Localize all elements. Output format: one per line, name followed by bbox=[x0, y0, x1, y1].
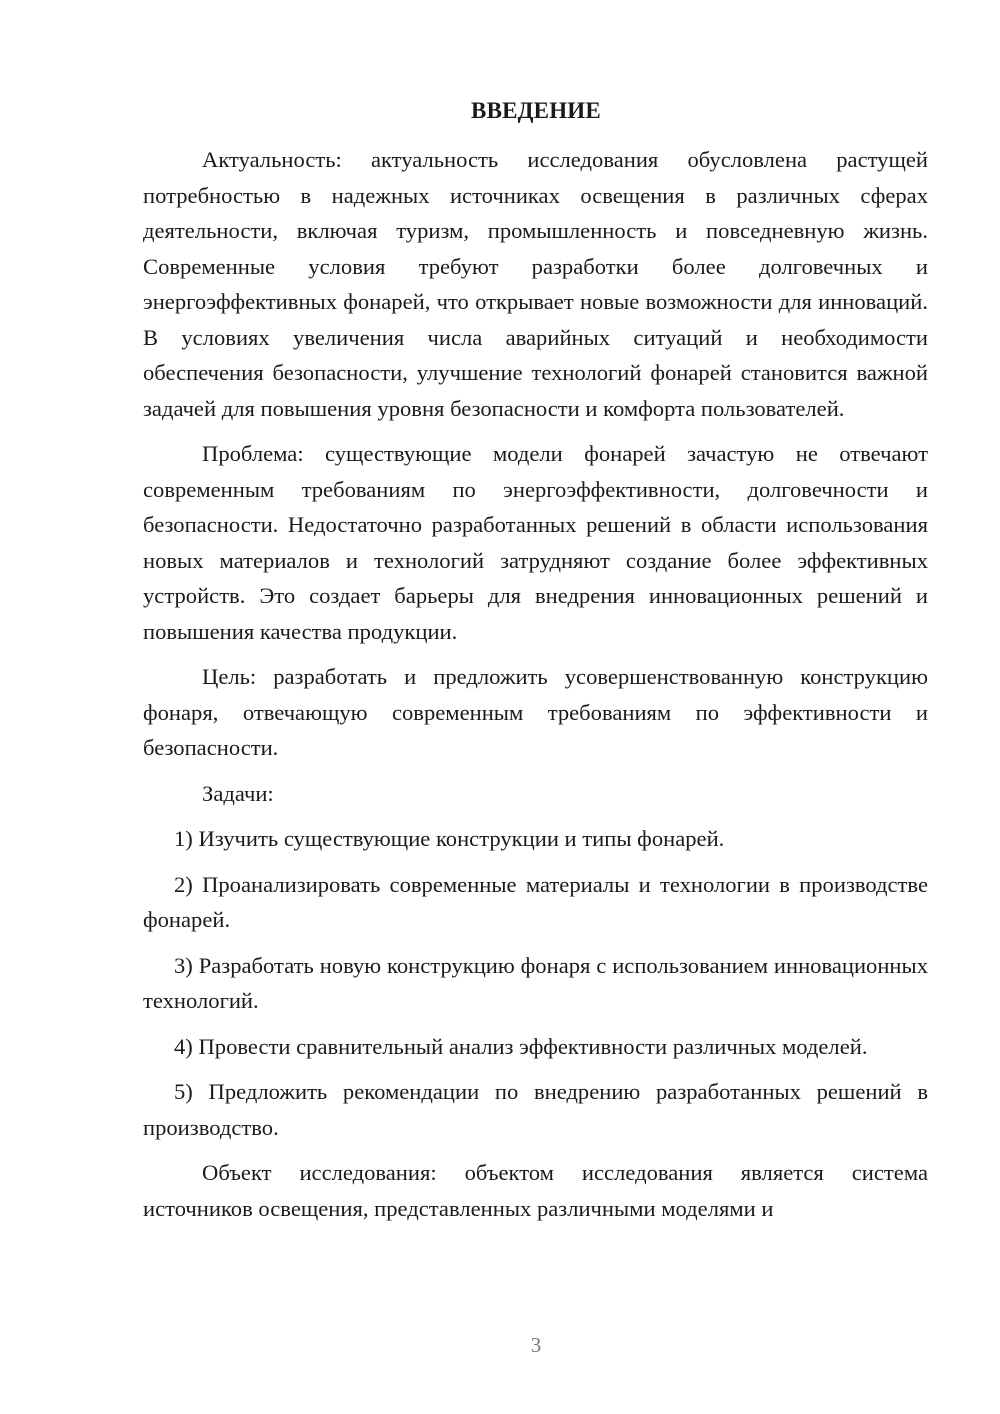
document-body bbox=[143, 142, 928, 1236]
paragraph-tasks-heading: Задачи: bbox=[202, 780, 274, 806]
section-heading: ВВЕДЕНИЕ bbox=[471, 98, 601, 123]
paragraph-problem: Проблема: существующие модели фонарей зачастую не отвечают современным требованиям по энергоэффективности, долговечности и безопасности. Недостаточно разработанных решений в области использования новых материалов и технологий затрудняют создание более эффективных устройств. Это создает барьеры для внедрения инновационных решений и повышения качества продукции. bbox=[143, 441, 928, 644]
task-item-2: 2) Проанализировать современные материалы и технологии в производстве фонарей. bbox=[143, 871, 928, 932]
task-item-3: 3) Разработать новую конструкцию фонаря с использованием инновационных технологий. bbox=[143, 952, 928, 1013]
paragraph-object: Объект исследования: объектом исследования является система источников освещения, представленных различными моделями и bbox=[143, 1160, 928, 1221]
paragraph-goal: Цель: разработать и предложить усовершенствованную конструкцию фонаря, отвечающую современным требованиям по эффективности и безопасности. bbox=[143, 664, 928, 760]
paragraph-relevance: Актуальность: актуальность исследования обусловлена растущей потребностью в надежных источниках освещения в различных сферах деятельности, включая туризм, промышленность и повседневную жизнь. Современные условия требуют разработки более долговечных и энергоэффективных фонарей, что открывает новые возможности для инноваций. В условиях увеличения числа аварийных ситуаций и необходимости обеспечения безопасности, улучшение технологий фонарей становится важной задачей для повышения уровня безопасности и комфорта пользователей. bbox=[143, 147, 928, 421]
task-item-4: 4) Провести сравнительный анализ эффективности различных моделей. bbox=[174, 1033, 868, 1059]
page-number: 3 bbox=[530, 1333, 542, 1357]
task-item-5: 5) Предложить рекомендации по внедрению разработанных решений в производство. bbox=[143, 1079, 928, 1140]
task-item-1: 1) Изучить существующие конструкции и типы фонарей. bbox=[174, 826, 725, 851]
